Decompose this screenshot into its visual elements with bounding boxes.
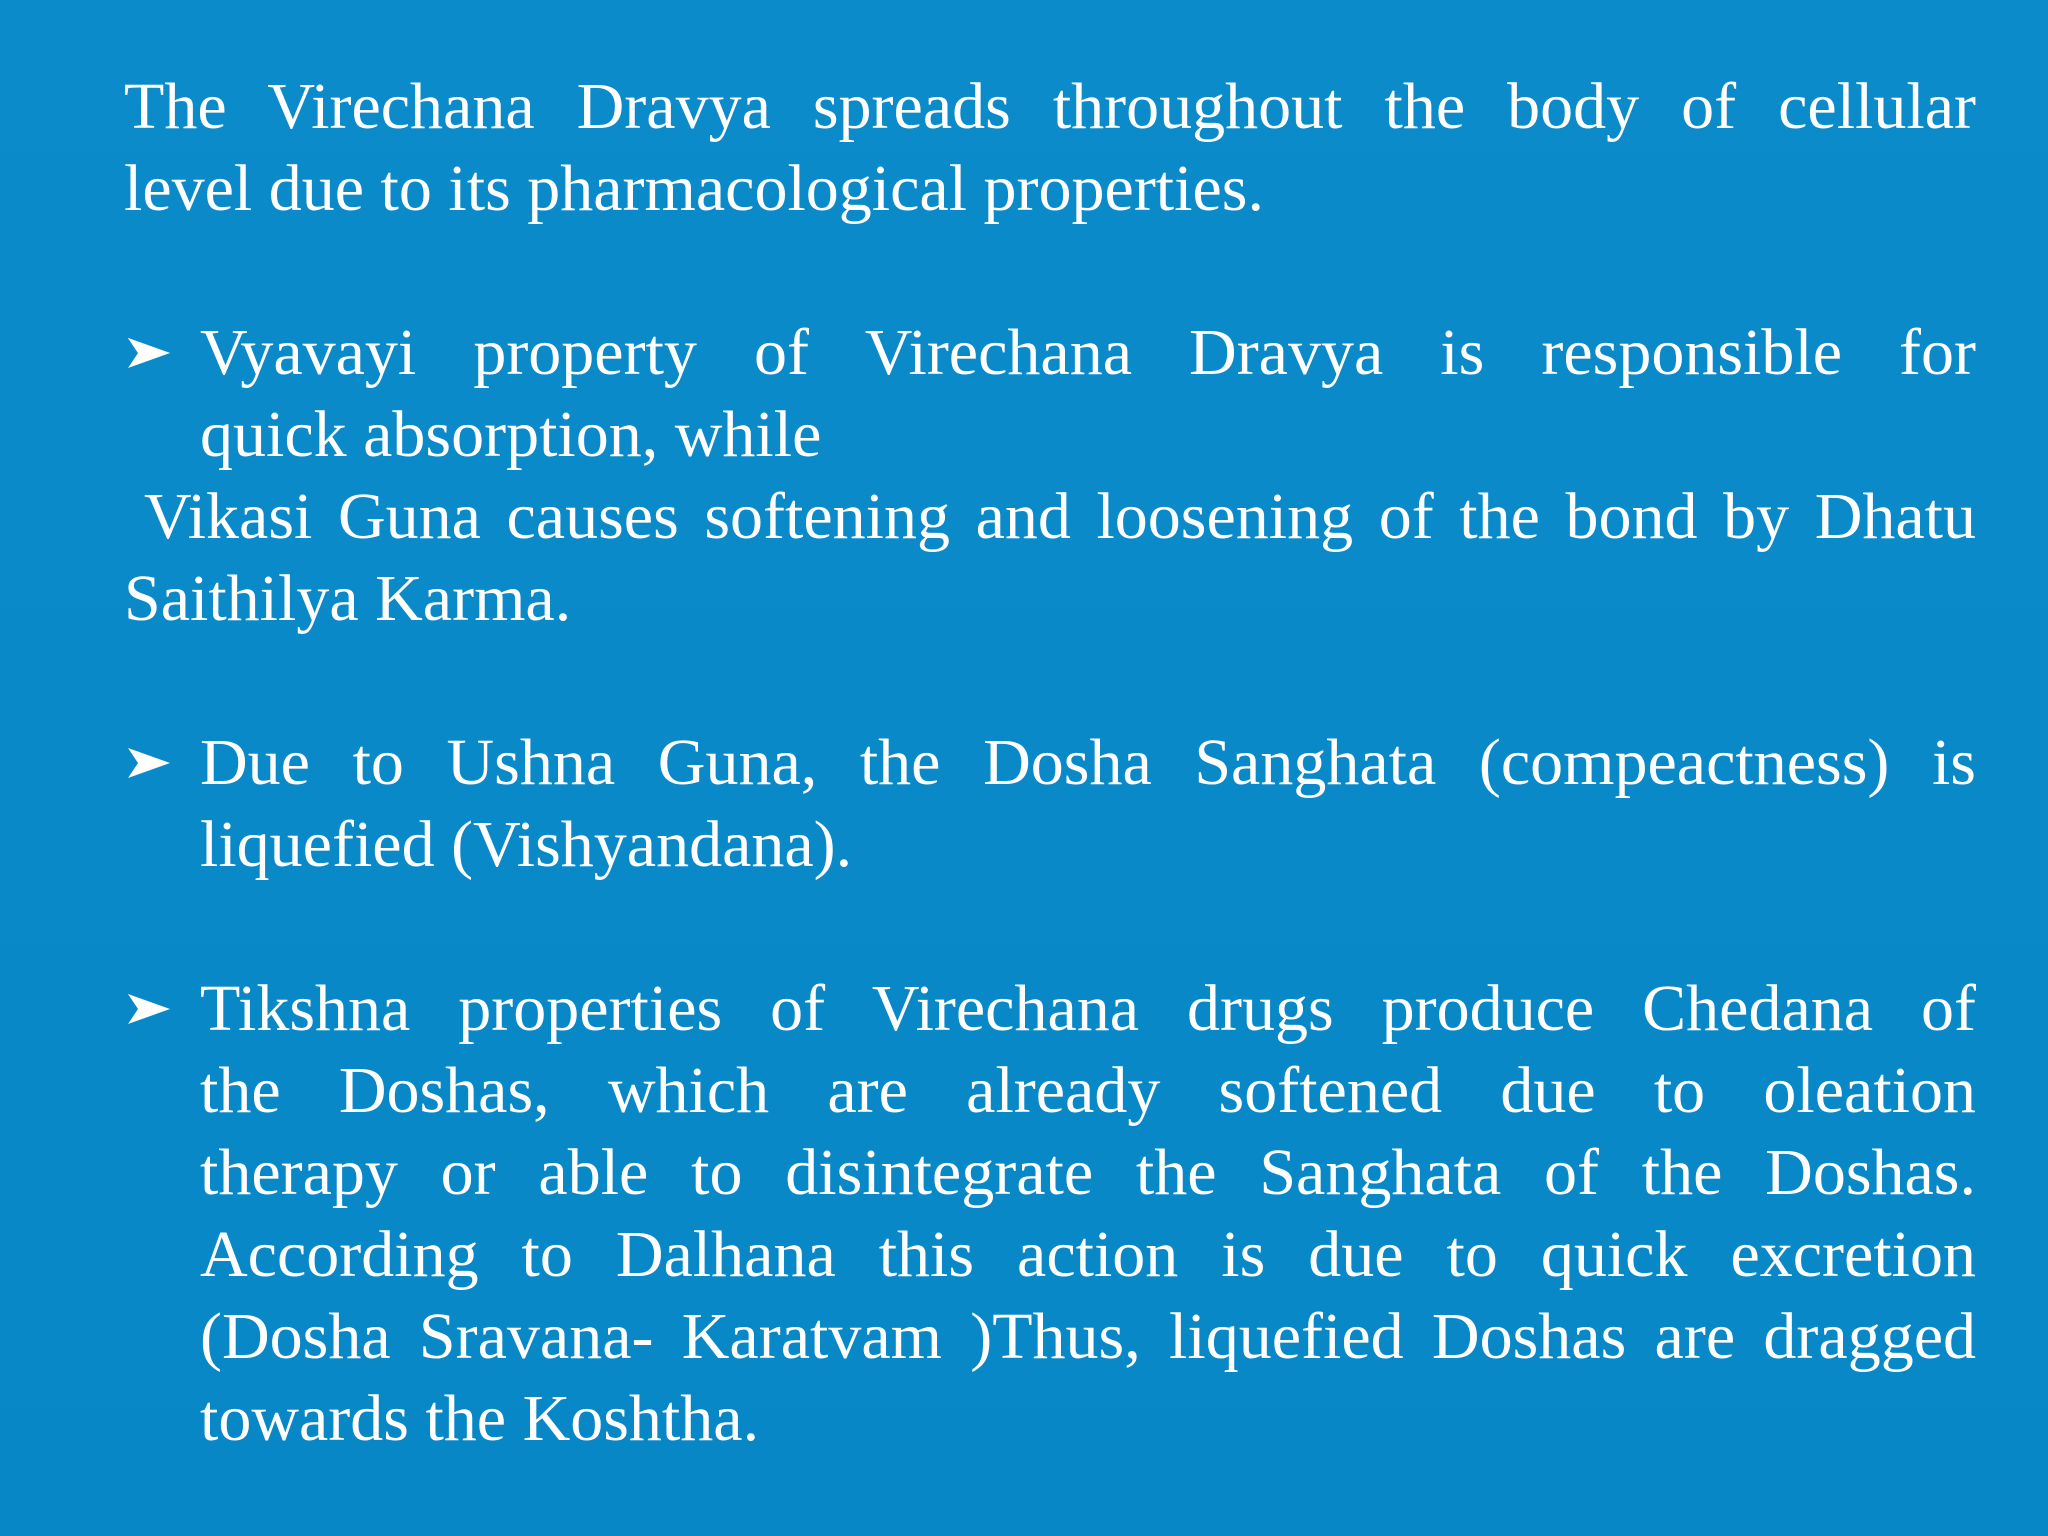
arrow-bullet-icon (124, 312, 176, 394)
bullet-1-continuation (124, 476, 1976, 558)
intro-paragraph (124, 66, 1976, 230)
bullet-1-continuation-line-2: Saithilya Karma. (124, 562, 572, 635)
spacer (124, 886, 1976, 968)
bullet-1-line-1: Vyavayi property of Virechana Dravya is responsible for (200, 316, 1976, 389)
bullet-1-line-2: quick absorption, while (200, 398, 822, 471)
bullet-1-continuation-end (124, 558, 1976, 640)
intro-line-1: The Virechana Dravya spreads throughout the body of cellular (124, 70, 1976, 143)
bullet-2-line-2: liquefied (Vishyandana). (200, 808, 853, 881)
bullet-item-tikshna (124, 968, 1976, 1460)
bullet-1-continuation-line-1: Vikasi Guna causes softening and loosening of the bond by Dhatu (144, 480, 1976, 553)
bullet-2-line-1: Due to Ushna Guna, the Dosha Sanghata (compeactness) is (200, 726, 1976, 799)
bullet-3-line-4: According to Dalhana this action is due to quick excretion (200, 1218, 1976, 1291)
bullet-3-line-6: towards the Koshtha. (200, 1382, 760, 1455)
spacer (124, 640, 1976, 722)
bullet-item-vyavayi (124, 312, 1976, 476)
bullet-3-line-5: (Dosha Sravana- Karatvam )Thus, liquefied Doshas are dragged (200, 1300, 1976, 1373)
slide-content (124, 66, 1976, 1460)
arrow-bullet-icon (124, 968, 176, 1050)
bullet-3-line-2: the Doshas, which are already softened due to oleation (200, 1054, 1976, 1127)
bullet-3-line-1: Tikshna properties of Virechana drugs produce Chedana of (200, 972, 1976, 1045)
bullet-3-line-3: therapy or able to disintegrate the Sanghata of the Doshas. (200, 1136, 1976, 1209)
bullet-item-ushna (124, 722, 1976, 886)
arrow-bullet-icon (124, 722, 176, 804)
spacer (124, 230, 1976, 312)
intro-line-2: level due to its pharmacological properties. (124, 152, 1264, 225)
